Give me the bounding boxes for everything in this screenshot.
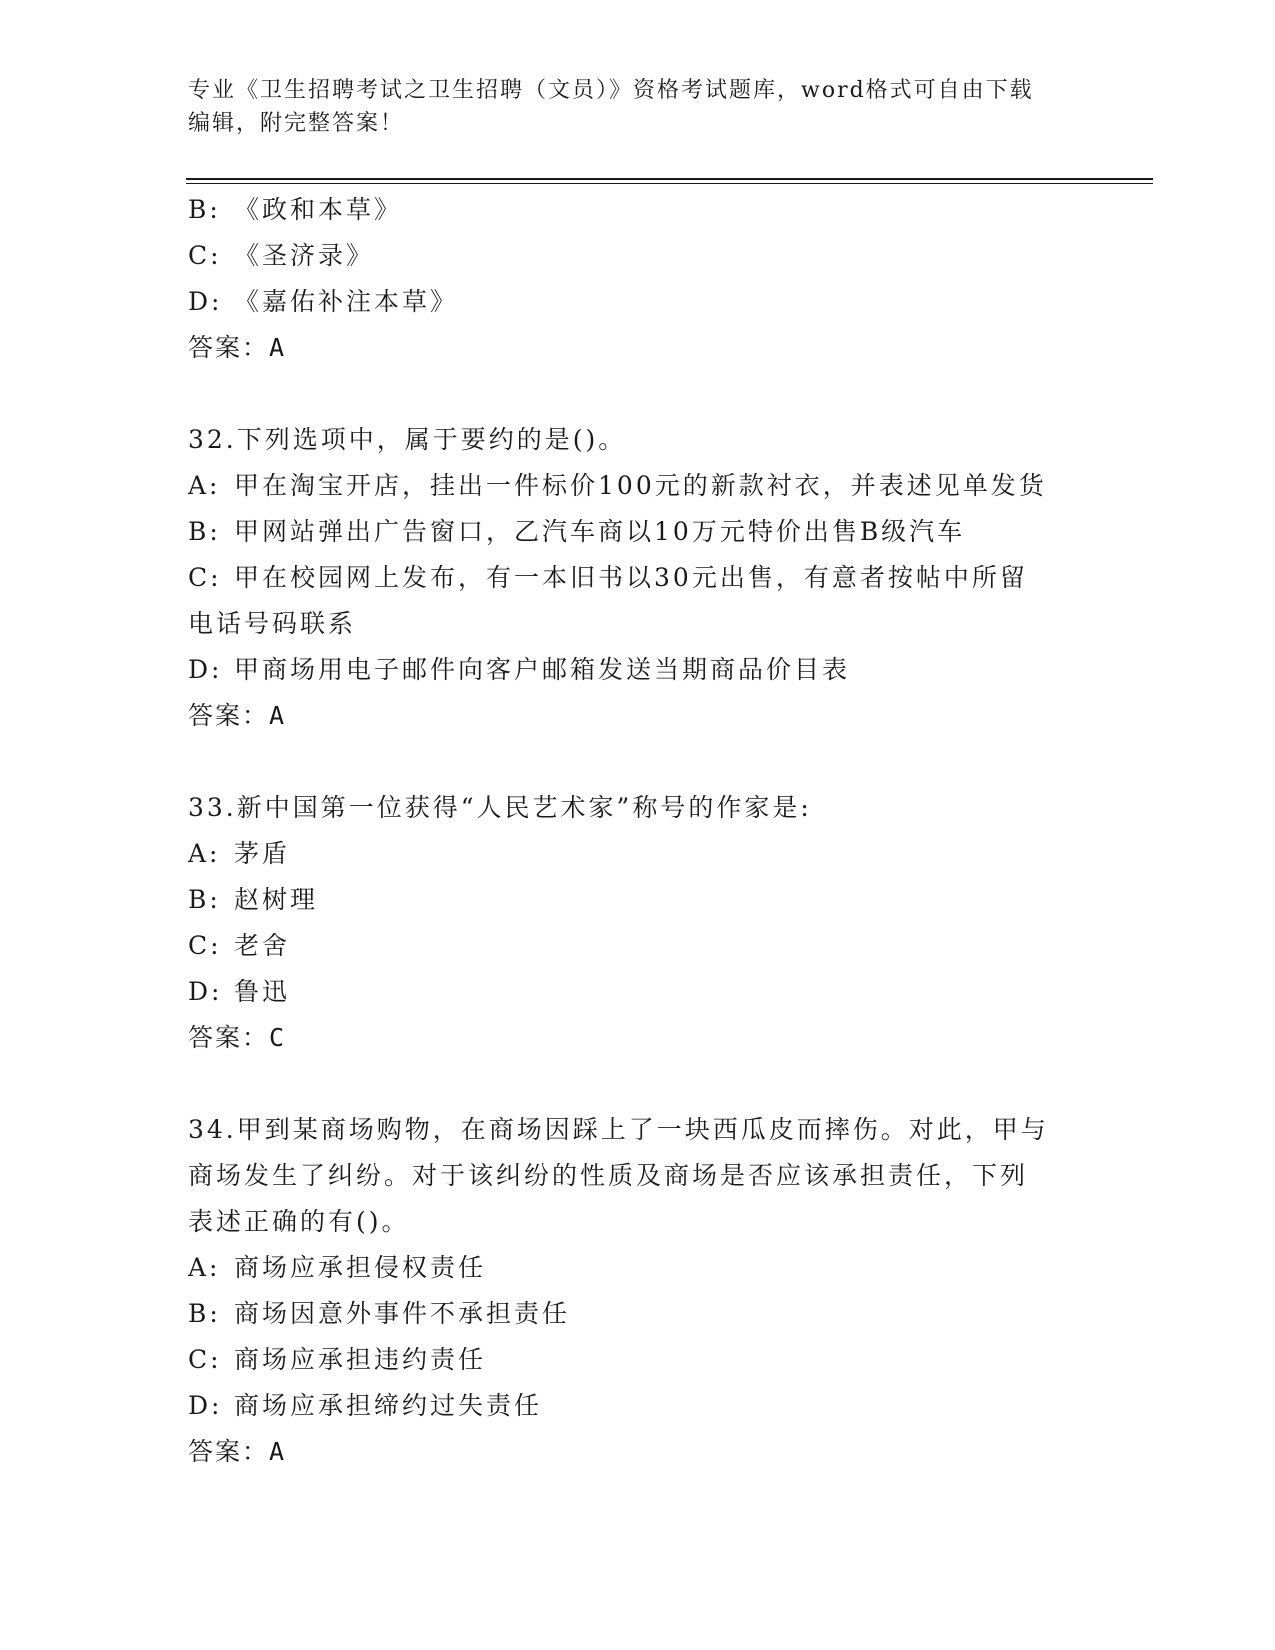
option-c: C: 商场应承担违约责任: [188, 1345, 487, 1374]
option-c: C: 甲在校园网上发布，有一本旧书以30元出售，有意者按帖中所留: [188, 563, 1028, 592]
option-d: D: 鲁迅: [188, 977, 291, 1006]
option-d: D: 商场应承担缔约过失责任: [188, 1391, 543, 1420]
option-a: A: 甲在淘宝开店，挂出一件标价100元的新款衬衣，并表述见单发货: [188, 471, 1047, 500]
option-b: B: 《政和本草》: [188, 195, 403, 224]
header-divider: [186, 178, 1153, 180]
option-d: D: 《嘉佑补注本草》: [188, 287, 459, 316]
question-stem-line-3: 表述正确的有()。: [188, 1207, 410, 1236]
question-stem-line-2: 商场发生了纠纷。对于该纠纷的性质及商场是否应该承担责任，下列: [188, 1161, 1029, 1190]
option-a: A: 茅盾: [188, 839, 291, 868]
option-b: B: 商场因意外事件不承担责任: [188, 1299, 571, 1328]
question-list: [188, 187, 1088, 1475]
option-c-continued: 电话号码联系: [188, 609, 357, 638]
answer-line: 答案：A: [188, 333, 287, 362]
page-header: [188, 74, 1068, 140]
question-stem: 33.新中国第一位获得“人民艺术家”称号的作家是:: [188, 793, 812, 822]
option-a: A: 商场应承担侵权责任: [188, 1253, 487, 1282]
option-c: C: 老舍: [188, 931, 291, 960]
question-31: [188, 187, 1088, 371]
option-d: D: 甲商场用电子邮件向客户邮箱发送当期商品价目表: [188, 655, 851, 684]
question-32: [188, 417, 1088, 739]
answer-line: 答案：A: [188, 701, 287, 730]
answer-value: A: [269, 701, 287, 730]
answer-value: A: [269, 1437, 287, 1466]
answer-line: 答案：C: [188, 1023, 287, 1052]
question-stem-line-1: 34.甲到某商场购物，在商场因踩上了一块西瓜皮而摔伤。对此，甲与: [188, 1115, 1049, 1144]
header-divider-thin: [186, 183, 1153, 184]
answer-value: C: [269, 1023, 287, 1052]
header-line-2: 编辑，附完整答案！: [188, 111, 405, 136]
option-b: B: 赵树理: [188, 885, 319, 914]
header-line-1: 专业《卫生招聘考试之卫生招聘（文员）》资格考试题库，word格式可自由下载: [188, 78, 1034, 103]
question-stem: 32.下列选项中，属于要约的是()。: [188, 425, 627, 454]
question-34: [188, 1107, 1088, 1475]
option-c: C: 《圣济录》: [188, 241, 375, 270]
answer-line: 答案：A: [188, 1437, 287, 1466]
answer-value: A: [269, 333, 287, 362]
question-33: [188, 785, 1088, 1061]
option-b: B: 甲网站弹出广告窗口，乙汽车商以10万元特价出售B级汽车: [188, 517, 966, 546]
